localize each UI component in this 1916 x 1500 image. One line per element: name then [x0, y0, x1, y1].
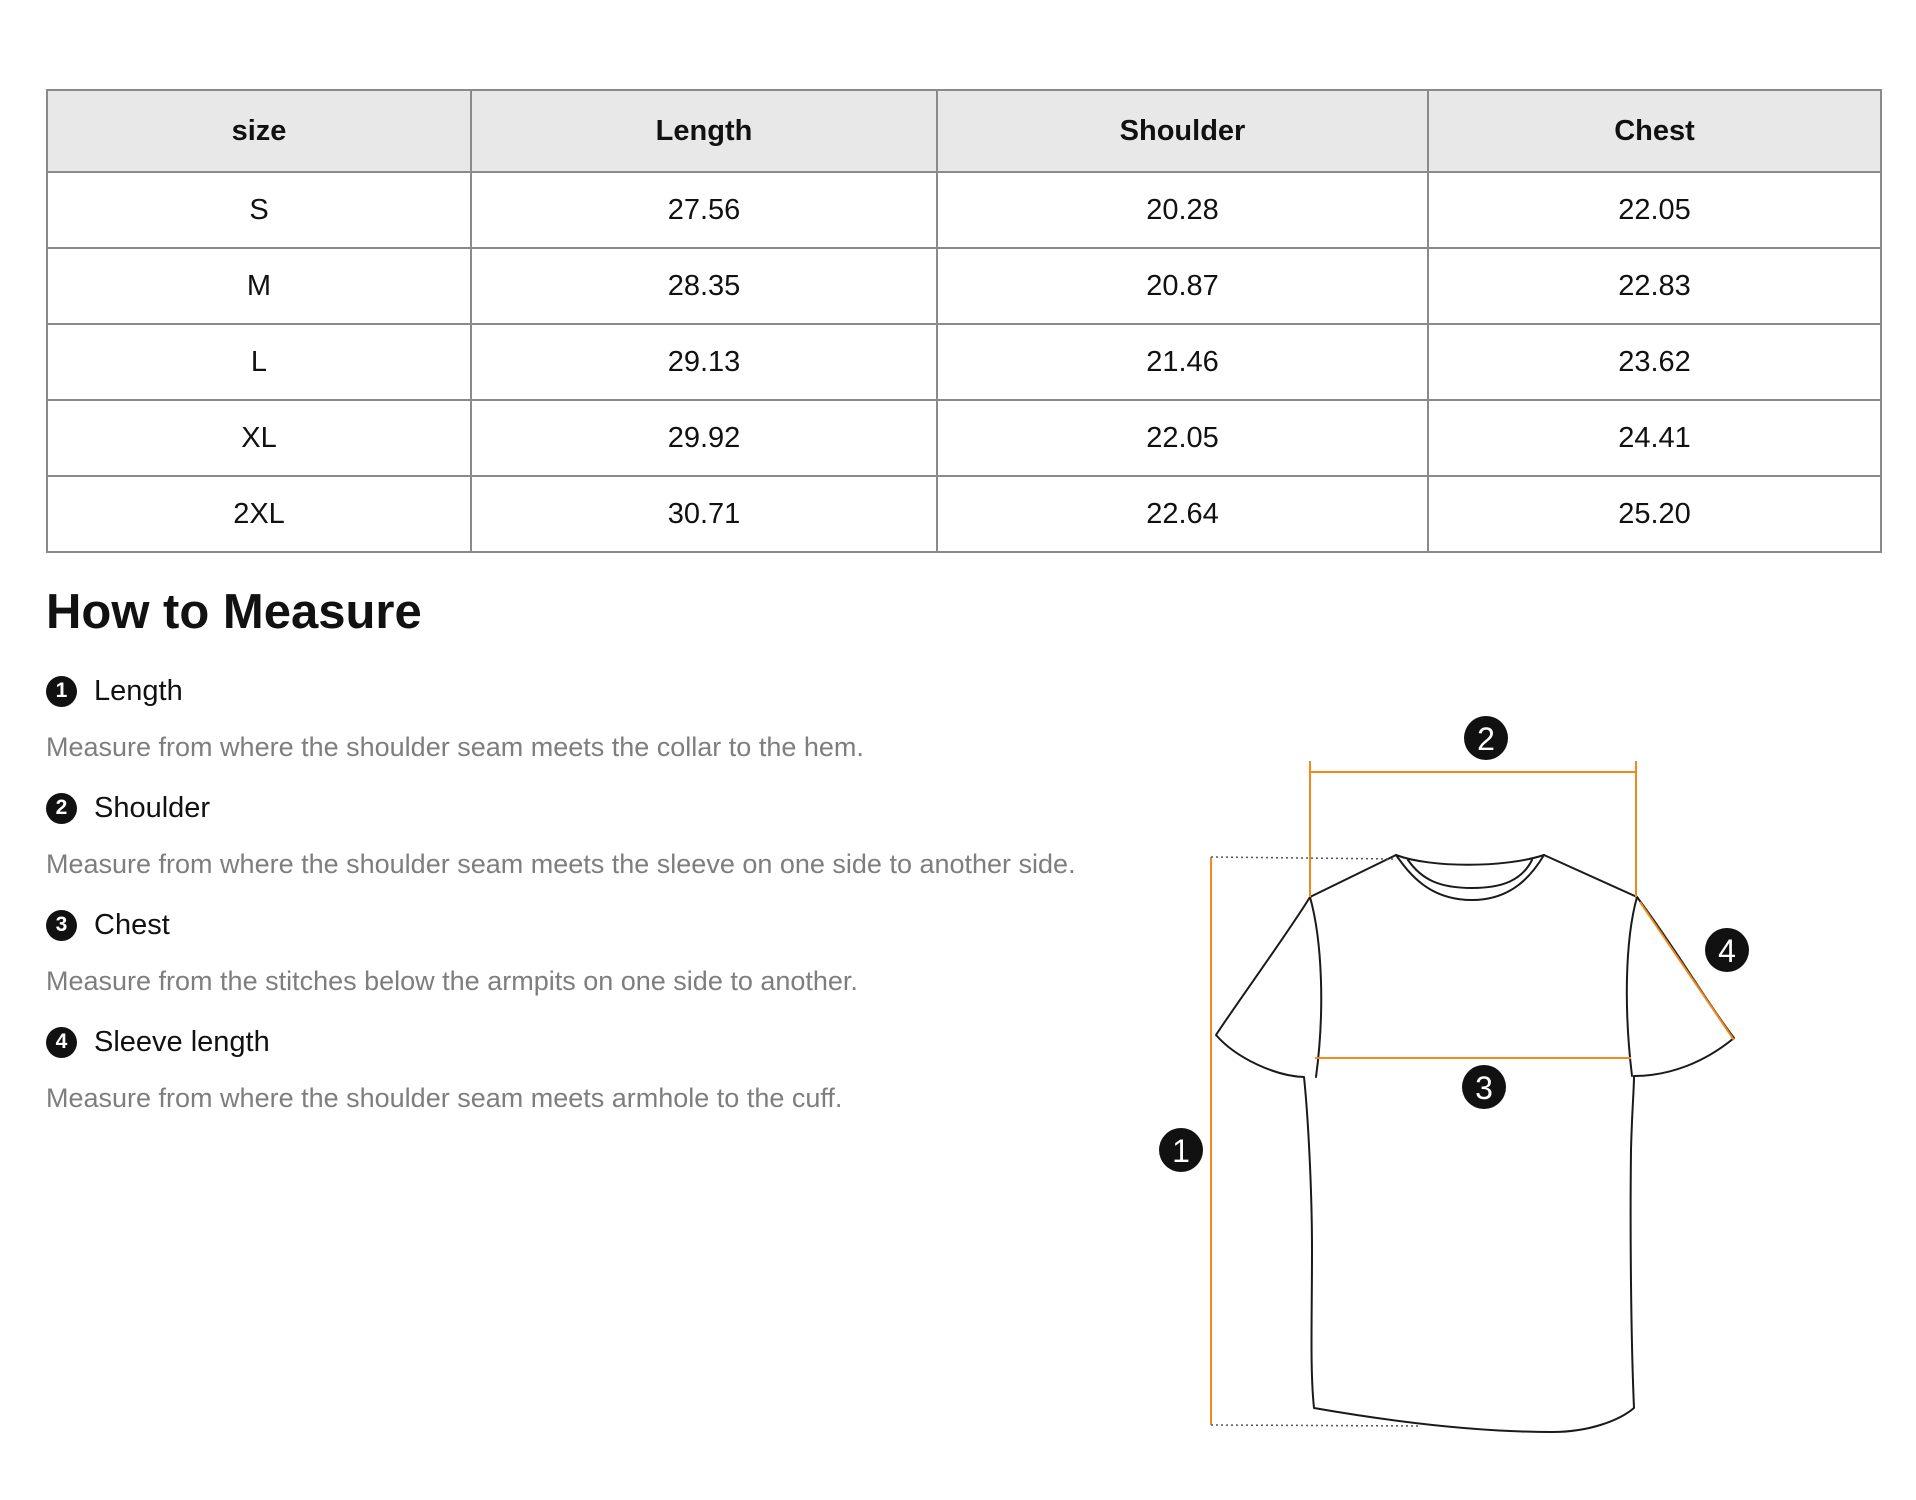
measure-item-description: Measure from the stitches below the armpits on one side to another.: [46, 966, 858, 996]
number-badge-icon: 2: [46, 793, 77, 824]
callout-badge-2: [1464, 716, 1508, 760]
t-shirt-collar-neckline: [1396, 855, 1544, 865]
table-row: [47, 248, 1881, 324]
number-badge-icon: 1: [46, 676, 77, 707]
length-bottom-dotted-line: [1211, 1425, 1420, 1426]
length-top-dotted-line: [1211, 857, 1396, 859]
length-dotted-extensions: [1211, 857, 1420, 1426]
cell-length: 27.56: [471, 172, 937, 248]
left-armhole-seam: [1310, 897, 1321, 1077]
cell-shoulder: 22.05: [937, 400, 1428, 476]
header-size: size: [47, 90, 471, 172]
cell-size: 2XL: [47, 476, 471, 552]
callout-number: 2: [1477, 721, 1495, 757]
measure-item-label: Sleeve length: [94, 1026, 270, 1058]
callout-badge-4: [1705, 928, 1749, 972]
measure-item-chest: [46, 905, 858, 999]
cell-chest: 23.62: [1428, 324, 1881, 400]
sleeve-guide-line: [1640, 902, 1734, 1040]
measure-item-label: Length: [94, 675, 183, 707]
measure-item-heading: [46, 788, 1076, 828]
t-shirt-outline-icon: [1216, 855, 1734, 1432]
table-row: [47, 172, 1881, 248]
cell-size: XL: [47, 400, 471, 476]
measure-item-description: Measure from where the shoulder seam meets armhole to the cuff.: [46, 1083, 843, 1113]
measure-item-description: Measure from where the shoulder seam meets the collar to the hem.: [46, 732, 864, 762]
measure-item-description: Measure from where the shoulder seam meets the sleeve on one side to another side.: [46, 849, 1076, 879]
header-chest: Chest: [1428, 90, 1881, 172]
cell-chest: 25.20: [1428, 476, 1881, 552]
cell-chest: 22.05: [1428, 172, 1881, 248]
measure-item-shoulder: [46, 788, 1076, 882]
cell-chest: 24.41: [1428, 400, 1881, 476]
cell-length: 30.71: [471, 476, 937, 552]
table-row: [47, 400, 1881, 476]
cell-shoulder: 20.87: [937, 248, 1428, 324]
callout-number: 3: [1475, 1070, 1493, 1106]
number-badge-icon: 3: [46, 910, 77, 941]
callout-badge-1: [1159, 1128, 1203, 1172]
table-header-row: [47, 90, 1881, 172]
measure-item-length: [46, 671, 864, 765]
cell-size: S: [47, 172, 471, 248]
table-row: [47, 324, 1881, 400]
cell-length: 29.92: [471, 400, 937, 476]
t-shirt-diagram: [1100, 690, 1780, 1440]
cell-size: L: [47, 324, 471, 400]
cell-shoulder: 21.46: [937, 324, 1428, 400]
measure-item-label: Shoulder: [94, 792, 211, 824]
t-shirt-body-outline: [1216, 855, 1734, 1432]
size-chart-table: [46, 89, 1882, 553]
cell-chest: 22.83: [1428, 248, 1881, 324]
how-to-measure-title: How to Measure: [46, 585, 422, 639]
measure-item-heading: [46, 671, 864, 711]
callout-number: 1: [1172, 1133, 1190, 1169]
measure-item-heading: [46, 905, 858, 945]
header-length: Length: [471, 90, 937, 172]
right-armhole-seam: [1627, 897, 1637, 1076]
number-badge-icon: 4: [46, 1027, 77, 1058]
callout-number: 4: [1718, 933, 1736, 969]
callout-badge-3: [1462, 1065, 1506, 1109]
cell-size: M: [47, 248, 471, 324]
cell-shoulder: 20.28: [937, 172, 1428, 248]
measure-item-sleeve-length: [46, 1022, 842, 1116]
table-row: [47, 476, 1881, 552]
header-shoulder: Shoulder: [937, 90, 1428, 172]
measure-item-heading: [46, 1022, 842, 1062]
cell-length: 29.13: [471, 324, 937, 400]
cell-shoulder: 22.64: [937, 476, 1428, 552]
measure-item-label: Chest: [94, 909, 170, 941]
cell-length: 28.35: [471, 248, 937, 324]
